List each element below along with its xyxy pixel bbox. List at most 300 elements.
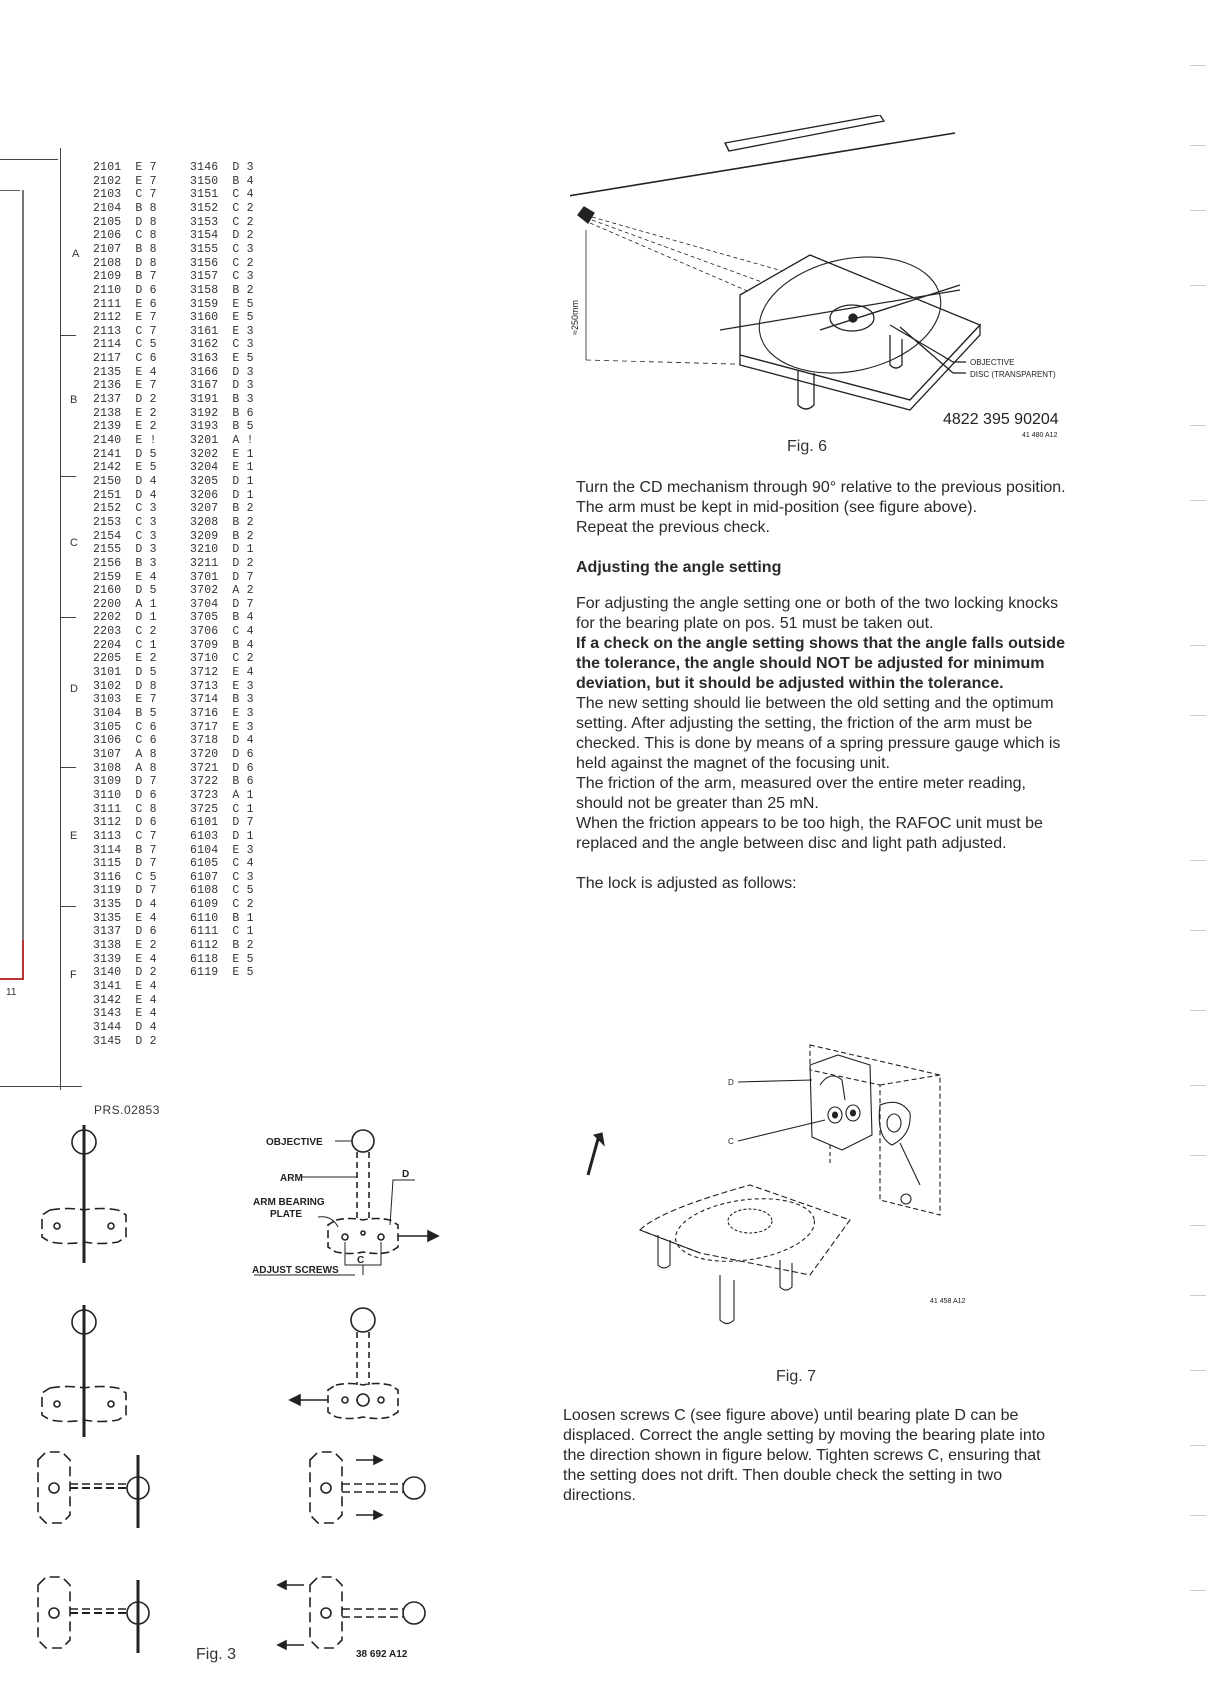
index-ref: 2109 bbox=[93, 270, 122, 284]
index-row bbox=[190, 763, 254, 774]
index-location: B 4 bbox=[232, 611, 254, 625]
para-loosen-screws: Loosen screws C (see figure above) until bearing plate D can be displaced. Correct the angle setting by moving the bearing plate into the direction shown in figure below. Tighten screws C, ensuring that the setting does not drift. Then double check the setting in two directions. bbox=[563, 1407, 1046, 1504]
index-location: C 1 bbox=[135, 638, 157, 652]
index-row bbox=[190, 339, 254, 350]
index-location: D 6 bbox=[232, 747, 254, 761]
index-row bbox=[190, 831, 254, 842]
index-row bbox=[190, 967, 254, 978]
index-location: E 7 bbox=[135, 311, 157, 325]
index-ref: 2137 bbox=[93, 393, 122, 407]
index-location: D 5 bbox=[135, 666, 157, 680]
index-ref: 6118 bbox=[190, 952, 219, 966]
index-row bbox=[93, 435, 157, 446]
index-ref: 3140 bbox=[93, 966, 122, 980]
index-ref: 3709 bbox=[190, 638, 219, 652]
index-row bbox=[93, 804, 157, 815]
index-ref: 3706 bbox=[190, 625, 219, 639]
index-row bbox=[190, 681, 254, 692]
index-ref: 2114 bbox=[93, 338, 122, 352]
index-row bbox=[190, 285, 254, 296]
index-row bbox=[93, 599, 157, 610]
index-location: E 2 bbox=[135, 652, 157, 666]
index-row bbox=[93, 1022, 157, 1033]
fig3-right-4 bbox=[278, 1577, 425, 1649]
index-row bbox=[93, 926, 157, 937]
index-ref: 3723 bbox=[190, 788, 219, 802]
index-ref: 2159 bbox=[93, 570, 122, 584]
index-location: D 4 bbox=[135, 898, 157, 912]
para-lock-adjusted: The lock is adjusted as follows: bbox=[576, 875, 797, 892]
index-row bbox=[93, 230, 157, 241]
index-location: B 3 bbox=[232, 393, 254, 407]
index-location: C 2 bbox=[232, 898, 254, 912]
index-row bbox=[190, 913, 254, 924]
index-location: C 3 bbox=[232, 338, 254, 352]
index-row bbox=[93, 694, 157, 705]
index-location: B 7 bbox=[135, 270, 157, 284]
index-row bbox=[93, 572, 157, 583]
index-row bbox=[93, 640, 157, 651]
index-row bbox=[93, 299, 157, 310]
index-location: D 6 bbox=[135, 816, 157, 830]
index-row bbox=[93, 244, 157, 255]
index-location: D 7 bbox=[135, 884, 157, 898]
index-ref: 3160 bbox=[190, 311, 219, 325]
index-ref: 2136 bbox=[93, 379, 122, 393]
index-row bbox=[93, 462, 157, 473]
index-ref: 3716 bbox=[190, 707, 219, 720]
index-row bbox=[190, 858, 254, 869]
index-ref: 2103 bbox=[93, 188, 122, 202]
index-location: C 3 bbox=[232, 242, 254, 256]
index-row bbox=[93, 1036, 157, 1047]
section-letter-f: F bbox=[70, 969, 77, 981]
fig7-caption: Fig. 7 bbox=[776, 1368, 817, 1385]
index-ref: 3119 bbox=[93, 884, 122, 898]
index-row bbox=[93, 217, 157, 228]
para-new-setting: The new setting should lie between the old setting and the optimum setting. After adjusting the setting, the friction of the arm must be checked. This is done by means of a spring pressure gauge which is held against the magnet of the focusing unit. bbox=[576, 695, 1061, 772]
index-location: C 4 bbox=[232, 857, 254, 871]
index-ref: 2155 bbox=[93, 543, 122, 557]
index-ref: 2153 bbox=[93, 515, 122, 529]
index-row bbox=[190, 572, 254, 583]
instructions-block-2 bbox=[563, 1406, 1063, 1506]
index-location: C 5 bbox=[232, 884, 254, 898]
index-ref: 3712 bbox=[190, 666, 219, 680]
index-row bbox=[93, 681, 157, 692]
index-location: C 3 bbox=[232, 270, 254, 284]
index-row bbox=[93, 176, 157, 187]
index-location: D 4 bbox=[232, 734, 254, 748]
index-row bbox=[190, 408, 254, 419]
index-ref: 3107 bbox=[93, 747, 122, 761]
index-location: D 7 bbox=[135, 857, 157, 871]
index-ref: 2138 bbox=[93, 406, 122, 420]
index-row bbox=[190, 558, 254, 569]
index-location: B 2 bbox=[232, 529, 254, 543]
index-row bbox=[190, 885, 254, 896]
fig3-left-4 bbox=[38, 1577, 149, 1653]
index-ref: 3713 bbox=[190, 679, 219, 693]
index-ref: 3116 bbox=[93, 870, 122, 884]
index-location: C 3 bbox=[135, 529, 157, 543]
index-location: D 7 bbox=[232, 816, 254, 830]
margin-label: 11 bbox=[6, 987, 17, 998]
index-location: B 1 bbox=[232, 911, 254, 925]
index-location: E 3 bbox=[232, 843, 254, 857]
index-location: D 7 bbox=[232, 570, 254, 584]
index-location: E 3 bbox=[232, 324, 254, 338]
section-letter-a: A bbox=[72, 248, 80, 260]
index-location: B 2 bbox=[232, 502, 254, 516]
red-bracket-bottom bbox=[0, 978, 24, 980]
index-ref: 3146 bbox=[190, 161, 219, 174]
index-location: D 8 bbox=[135, 679, 157, 693]
index-row bbox=[190, 312, 254, 323]
index-location: B 5 bbox=[135, 707, 157, 720]
index-location: D 8 bbox=[135, 215, 157, 229]
section-sep-ef bbox=[60, 906, 76, 907]
index-location: E 7 bbox=[135, 379, 157, 393]
index-row bbox=[190, 872, 254, 883]
index-row bbox=[190, 353, 254, 364]
index-row bbox=[190, 271, 254, 282]
index-row bbox=[190, 517, 254, 528]
index-ref: 3156 bbox=[190, 256, 219, 270]
index-ref: 3113 bbox=[93, 829, 122, 843]
index-location: D 1 bbox=[232, 829, 254, 843]
index-ref: 3163 bbox=[190, 352, 219, 366]
fig3-left-3 bbox=[38, 1452, 149, 1528]
para-repeat-check: Repeat the previous check. bbox=[576, 519, 770, 536]
index-ref: 3192 bbox=[190, 406, 219, 420]
index-row bbox=[190, 326, 254, 337]
index-row bbox=[93, 367, 157, 378]
index-row bbox=[93, 954, 157, 965]
section-letter-c: C bbox=[70, 537, 78, 549]
index-location: D 4 bbox=[135, 1020, 157, 1034]
index-location: E ! bbox=[135, 434, 157, 447]
fig6-objective-label: OBJECTIVE bbox=[970, 358, 1015, 367]
index-row bbox=[93, 271, 157, 282]
index-ref: 3202 bbox=[190, 447, 219, 461]
index-row bbox=[190, 776, 254, 787]
index-location: C 7 bbox=[135, 188, 157, 202]
index-ref: 3153 bbox=[190, 215, 219, 229]
index-bottom-rule bbox=[0, 1086, 82, 1087]
index-ref: 3150 bbox=[190, 174, 219, 188]
section-letter-d: D bbox=[70, 683, 78, 695]
index-row bbox=[190, 940, 254, 951]
index-row bbox=[190, 531, 254, 542]
index-ref: 3702 bbox=[190, 584, 219, 598]
index-ref: 2113 bbox=[93, 324, 122, 338]
index-ref: 3152 bbox=[190, 201, 219, 215]
index-ref: 2140 bbox=[93, 434, 122, 447]
index-row bbox=[93, 162, 157, 173]
index-row bbox=[93, 490, 157, 501]
index-location: B 3 bbox=[232, 693, 254, 707]
red-bracket-top bbox=[0, 190, 20, 191]
index-row bbox=[93, 203, 157, 214]
index-location: D 3 bbox=[232, 379, 254, 393]
index-row bbox=[190, 299, 254, 310]
index-location: B 3 bbox=[135, 556, 157, 570]
index-ref: 6101 bbox=[190, 816, 219, 830]
index-row bbox=[190, 462, 254, 473]
index-location: E 4 bbox=[135, 952, 157, 966]
index-ref: 3137 bbox=[93, 925, 122, 939]
index-row bbox=[93, 380, 157, 391]
index-ref: 6103 bbox=[190, 829, 219, 843]
index-location: B 6 bbox=[232, 406, 254, 420]
index-ref: 2105 bbox=[93, 215, 122, 229]
index-location: E 5 bbox=[232, 352, 254, 366]
fig3-diagram bbox=[0, 1115, 470, 1675]
section-sep-bc bbox=[60, 476, 76, 477]
index-row bbox=[190, 735, 254, 746]
index-location: A 8 bbox=[135, 747, 157, 761]
index-row bbox=[190, 640, 254, 651]
index-row bbox=[93, 326, 157, 337]
index-ref: 3714 bbox=[190, 693, 219, 707]
index-row bbox=[190, 708, 254, 719]
fig3-label-c: C bbox=[357, 1255, 365, 1266]
index-location: A 1 bbox=[232, 788, 254, 802]
index-row bbox=[190, 189, 254, 200]
index-location: E 4 bbox=[135, 1007, 157, 1021]
index-row bbox=[190, 612, 254, 623]
index-location: D 6 bbox=[135, 925, 157, 939]
index-ref: 3111 bbox=[93, 802, 122, 816]
index-location: D 2 bbox=[232, 229, 254, 243]
index-location: E 4 bbox=[135, 365, 157, 379]
index-ref: 3205 bbox=[190, 474, 219, 488]
index-location: C 4 bbox=[232, 188, 254, 202]
para-turn-mechanism: Turn the CD mechanism through 90° relative to the previous position. The arm must be kept in mid-position (see figure above). bbox=[576, 479, 1066, 516]
index-location: C 3 bbox=[232, 870, 254, 884]
red-bracket-side bbox=[22, 190, 24, 980]
index-row bbox=[190, 749, 254, 760]
index-location: E 7 bbox=[135, 693, 157, 707]
index-row bbox=[93, 708, 157, 719]
index-ref: 3138 bbox=[93, 939, 122, 953]
heading-adjusting-angle: Adjusting the angle setting bbox=[576, 559, 782, 576]
index-location: C 8 bbox=[135, 229, 157, 243]
index-row bbox=[190, 476, 254, 487]
index-ref: 3705 bbox=[190, 611, 219, 625]
index-ref: 3110 bbox=[93, 788, 122, 802]
index-ref: 2154 bbox=[93, 529, 122, 543]
index-ref: 3209 bbox=[190, 529, 219, 543]
index-row bbox=[93, 189, 157, 200]
index-ref: 3109 bbox=[93, 775, 122, 789]
index-location: E 2 bbox=[135, 406, 157, 420]
index-location: C 6 bbox=[135, 734, 157, 748]
index-row bbox=[93, 872, 157, 883]
index-row bbox=[190, 954, 254, 965]
index-ref: 3207 bbox=[190, 502, 219, 516]
index-ref: 3105 bbox=[93, 720, 122, 734]
index-ref: 3106 bbox=[93, 734, 122, 748]
index-row bbox=[190, 162, 254, 173]
para-friction-limit: The friction of the arm, measured over the entire meter reading, should not be greater than 25 mN. bbox=[576, 775, 1026, 812]
index-ref: 3211 bbox=[190, 556, 219, 570]
index-row bbox=[93, 339, 157, 350]
index-row bbox=[93, 940, 157, 951]
index-location: D 3 bbox=[232, 161, 254, 174]
index-location: D 3 bbox=[232, 365, 254, 379]
index-row bbox=[190, 845, 254, 856]
index-row bbox=[190, 926, 254, 937]
index-location: C 6 bbox=[135, 352, 157, 366]
index-location: D 1 bbox=[232, 474, 254, 488]
index-ref: 2139 bbox=[93, 420, 122, 434]
index-row bbox=[93, 476, 157, 487]
index-ref: 3112 bbox=[93, 816, 122, 830]
index-location: A 1 bbox=[135, 597, 157, 611]
fig3-right-3 bbox=[310, 1452, 425, 1523]
fig3-left-2 bbox=[42, 1305, 126, 1437]
index-row bbox=[190, 804, 254, 815]
para-tolerance-warning: If a check on the angle setting shows that the angle falls outside the tolerance, the angle should NOT be adjusted for minimum deviation, but it should be adjusted within the tolerance. bbox=[576, 635, 1065, 692]
section-sep-cd bbox=[60, 617, 76, 618]
index-ref: 3704 bbox=[190, 597, 219, 611]
index-ref: 3191 bbox=[190, 393, 219, 407]
index-ref: 2108 bbox=[93, 256, 122, 270]
section-letter-e: E bbox=[70, 830, 78, 842]
index-location: D 6 bbox=[135, 283, 157, 297]
para-locking-knocks: For adjusting the angle setting one or both of the two locking knocks for the bearing plate on pos. 51 must be taken out. bbox=[576, 595, 1059, 632]
fig6-code: 41 480 A12 bbox=[1022, 432, 1058, 439]
fig7-label-d: D bbox=[728, 1078, 734, 1087]
index-location: B 8 bbox=[135, 201, 157, 215]
index-location: D 6 bbox=[135, 788, 157, 802]
index-ref: 3108 bbox=[93, 761, 122, 775]
index-ref: 2111 bbox=[93, 297, 122, 311]
index-row bbox=[190, 653, 254, 664]
index-ref: 6105 bbox=[190, 857, 219, 871]
index-ref: 2152 bbox=[93, 502, 122, 516]
index-ref: 3114 bbox=[93, 843, 122, 857]
index-ref: 3154 bbox=[190, 229, 219, 243]
index-row bbox=[190, 244, 254, 255]
instructions-block-1 bbox=[576, 478, 1066, 894]
index-location: D 2 bbox=[135, 966, 157, 980]
index-location: D 1 bbox=[232, 488, 254, 502]
index-row bbox=[190, 790, 254, 801]
index-ref: 3722 bbox=[190, 775, 219, 789]
index-ref: 3135 bbox=[93, 911, 122, 925]
index-ref: 6110 bbox=[190, 911, 219, 925]
index-row bbox=[93, 258, 157, 269]
index-location: D 3 bbox=[135, 543, 157, 557]
index-ref: 2204 bbox=[93, 638, 122, 652]
fig3-label-adjust-screws: ADJUST SCREWS bbox=[252, 1265, 339, 1276]
index-ref: 3166 bbox=[190, 365, 219, 379]
index-location: C 2 bbox=[232, 215, 254, 229]
index-location: E 2 bbox=[135, 939, 157, 953]
index-ref: 2150 bbox=[93, 474, 122, 488]
index-ref: 2156 bbox=[93, 556, 122, 570]
index-ref: 3718 bbox=[190, 734, 219, 748]
index-location: C 5 bbox=[135, 870, 157, 884]
index-location: C 3 bbox=[135, 515, 157, 529]
index-row bbox=[190, 694, 254, 705]
index-ref: 2112 bbox=[93, 311, 122, 325]
index-ref: 2102 bbox=[93, 174, 122, 188]
index-ref: 3144 bbox=[93, 1020, 122, 1034]
index-location: E 1 bbox=[232, 461, 254, 475]
index-ref: 3101 bbox=[93, 666, 122, 680]
index-ref: 3725 bbox=[190, 802, 219, 816]
index-location: D 2 bbox=[135, 1034, 157, 1048]
index-ref: 2160 bbox=[93, 584, 122, 598]
section-sep-de bbox=[60, 767, 76, 768]
index-ref: 6112 bbox=[190, 939, 219, 953]
index-location: C 7 bbox=[135, 324, 157, 338]
index-location: E 5 bbox=[232, 311, 254, 325]
index-location: E 3 bbox=[232, 707, 254, 720]
index-row bbox=[190, 503, 254, 514]
index-ref: 3210 bbox=[190, 543, 219, 557]
index-ref: 3103 bbox=[93, 693, 122, 707]
index-location: C 5 bbox=[135, 338, 157, 352]
index-location: C 1 bbox=[232, 802, 254, 816]
index-ref: 3158 bbox=[190, 283, 219, 297]
index-row bbox=[190, 421, 254, 432]
index-location: B 2 bbox=[232, 939, 254, 953]
index-ref: 2142 bbox=[93, 461, 122, 475]
index-row bbox=[190, 380, 254, 391]
index-ref: 3143 bbox=[93, 1007, 122, 1021]
fig3-label-plate: PLATE bbox=[270, 1209, 303, 1220]
index-location: C 6 bbox=[135, 720, 157, 734]
index-ref: 3151 bbox=[190, 188, 219, 202]
index-location: E 5 bbox=[232, 966, 254, 980]
index-ref: 2200 bbox=[93, 597, 122, 611]
index-row bbox=[190, 899, 254, 910]
index-ref: 3155 bbox=[190, 242, 219, 256]
index-row bbox=[93, 1008, 157, 1019]
index-location: E 5 bbox=[232, 952, 254, 966]
index-row bbox=[93, 285, 157, 296]
index-row bbox=[190, 817, 254, 828]
index-ref: 3115 bbox=[93, 857, 122, 871]
fig3-label-objective: OBJECTIVE bbox=[266, 1137, 323, 1148]
index-location: E 6 bbox=[135, 297, 157, 311]
index-ref: 3161 bbox=[190, 324, 219, 338]
index-ref: 2117 bbox=[93, 352, 122, 366]
index-location: C 2 bbox=[232, 256, 254, 270]
index-ref: 2205 bbox=[93, 652, 122, 666]
index-location: D 4 bbox=[135, 488, 157, 502]
index-row bbox=[190, 667, 254, 678]
index-location: A ! bbox=[232, 434, 254, 447]
index-row bbox=[93, 776, 157, 787]
fig3-right-2 bbox=[290, 1308, 398, 1419]
index-location: D 7 bbox=[232, 597, 254, 611]
fig3-label-arm-bearing: ARM BEARING bbox=[253, 1197, 325, 1208]
index-ref: 3204 bbox=[190, 461, 219, 475]
index-row bbox=[93, 421, 157, 432]
index-row bbox=[190, 394, 254, 405]
index-ref: 3159 bbox=[190, 297, 219, 311]
index-row bbox=[93, 394, 157, 405]
index-ref: 2106 bbox=[93, 229, 122, 243]
index-ref: 3701 bbox=[190, 570, 219, 584]
index-location: D 7 bbox=[135, 775, 157, 789]
